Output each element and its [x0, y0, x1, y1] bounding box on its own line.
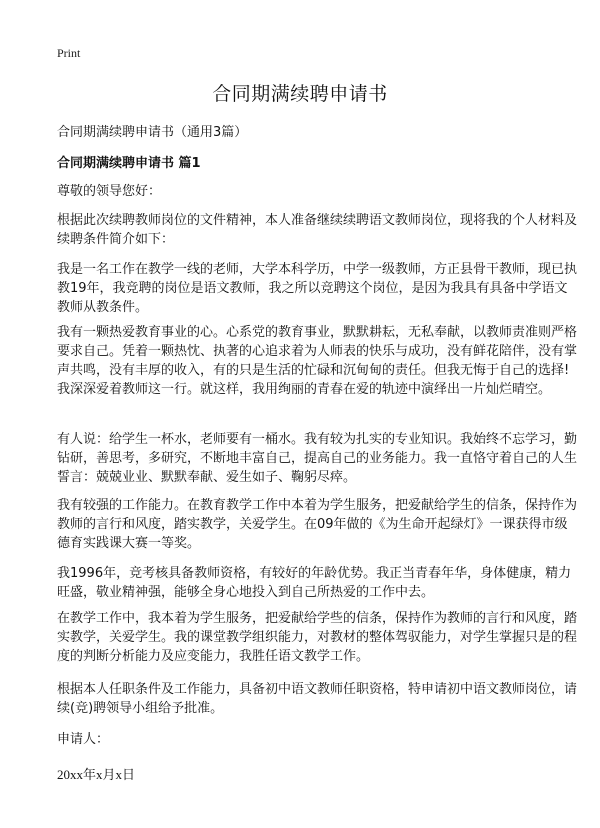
paragraph-4: 有人说：给学生一杯水，老师要有一桶水。我有较为扎实的专业知识。我始终不忘学习，勤钻研，善思考，多研究，不断地丰富自己，提高自己的业务能力。我一直恪守着自己的人生誓言：兢兢业业、默默奉献、爱生如子、鞠躬尽瘁。	[57, 432, 578, 485]
paragraph-6: 我1996年，竞考核具备教师资格，有较好的年龄优势。我正当青春年华，身体健康，精力旺盛，敬业精神强，能够全身心地投入到自己所热爱的工作中去。	[57, 566, 572, 600]
paragraph-3: 我有一颗热爱教育事业的心。心系党的教育事业，默默耕耘，无私奉献，以教师责准则严格要求自己。凭着一颗热忱、执著的心追求着为人师表的快乐与成功，没有鲜花陪伴，没有掌声共鸣，没有丰厚的收入，有的只是生活的忙碌和沉甸甸的责任。但我无悔于自己的选择!我深深爱着教师这一行。就这样，我用绚丽的青春在爱的轨迹中演绎出一片灿烂晴空。	[57, 325, 578, 397]
paragraph-5: 我有较强的工作能力。在教育教学工作中本着为学生服务，把爱献给学生的信条，保持作为教师的言行和风度，踏实教学，关爱学生。在09年做的《为生命开起绿灯》一课获得市级德育实践课大赛一等奖。	[57, 498, 578, 551]
print-link[interactable]: Print	[57, 46, 81, 60]
paragraph-7: 在教学工作中，我本着为学生服务，把爱献给学些的信条，保持作为教师的言行和风度，踏实教学，关爱学生。我的课堂教学组织能力，对教材的整体驾驭能力，对学生掌握只是的程度的判断分析能力及应变能力，我胜任语文教学工作。	[57, 611, 578, 664]
signature-label: 申请人：	[57, 732, 110, 747]
document-title: 合同期满续聘申请书	[212, 83, 388, 105]
paragraph-1: 根据此次续聘教师岗位的文件精神，本人准备继续续聘语文教师岗位，现将我的个人材料及续聘条件简介如下：	[57, 213, 578, 247]
document-subtitle: 合同期满续聘申请书（通用3篇）	[57, 125, 248, 140]
date-text: 20xx年x月x日	[57, 767, 136, 782]
paragraph-2: 我是一名工作在教学一线的老师，大学本科学历，中学一级教师，方正县骨干教师，现已执教19年，我竞聘的岗位是语文教师，我之所以竞聘这个岗位，是因为我具有具备中学语文教师从教条件。	[57, 262, 578, 315]
paragraph-8: 根据本人任职条件及工作能力，具备初中语文教师任职资格，特申请初中语文教师岗位，请续(竞)聘领导小组给予批准。	[57, 682, 578, 716]
greeting: 尊敬的领导您好：	[57, 184, 162, 199]
section-heading: 合同期满续聘申请书 篇1	[57, 156, 201, 171]
